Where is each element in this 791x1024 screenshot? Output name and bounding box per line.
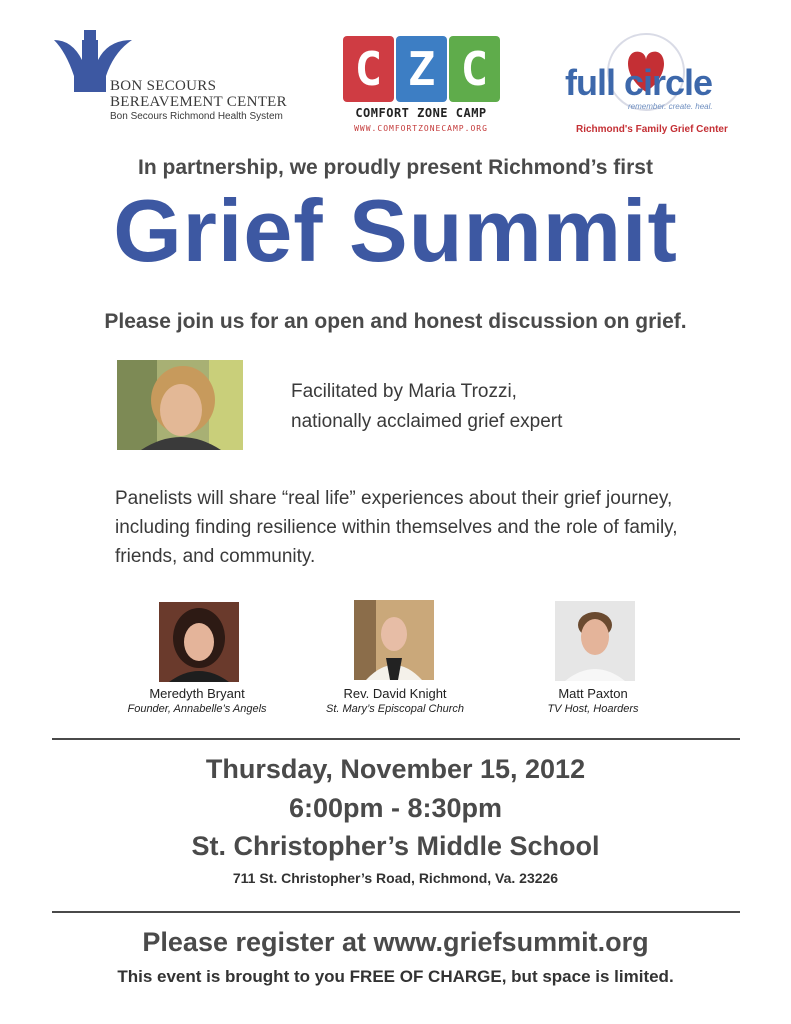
page-title: Grief Summit [113,181,678,280]
comfort-zone-camp-logo [340,36,502,140]
panelist-photo [555,601,635,681]
czc-tile-c2: C [449,36,500,102]
bon-secours-text [110,78,287,123]
full-circle-name: full circle [565,62,713,103]
partnership-line: In partnership, we proudly present Richmond’s first [138,156,653,179]
panelist-role: TV Host, Hoarders [547,703,639,715]
czc-name: COMFORT ZONE CAMP [355,106,487,120]
czc-url: WWW.COMFORTZONECAMP.ORG [354,124,488,133]
free-of-charge-note: This event is brought to you FREE OF CHARGE, but space is limited. [117,967,674,986]
panelist-name: Meredyth Bryant [149,686,245,701]
panelist-photo [159,602,239,682]
panelist-role: Founder, Annabelle’s Angels [127,703,267,715]
health-system: Bon Secours Richmond Health System [110,111,283,122]
full-circle-subtitle: Richmond's Family Grief Center [576,124,728,135]
event-address: 711 St. Christopher’s Road, Richmond, Va. 23226 [232,870,559,886]
bereavement-center: BEREAVEMENT CENTER [110,94,287,110]
divider [52,738,740,740]
czc-tile-z: Z [396,36,447,102]
full-circle-logo [560,30,740,140]
panelist-role: St. Mary’s Episcopal Church [326,703,464,715]
event-venue: St. Christopher’s Middle School [191,831,600,861]
register-line: Please register at www.griefsummit.org [142,927,649,957]
full-circle-tagline: remember. create. heal. [628,102,713,111]
divider [52,911,740,913]
facilitator-title: nationally acclaimed grief expert [291,411,563,432]
bon-secours-name: BON SECOURS [110,78,217,94]
invitation-line: Please join us for an open and honest discussion on grief. [104,310,687,333]
event-time: 6:00pm - 8:30pm [288,793,503,823]
facilitator-name: Facilitated by Maria Trozzi, [291,381,517,402]
panelist-name: Rev. David Knight [343,686,447,701]
panelist-name: Matt Paxton [558,686,628,701]
event-date: Thursday, November 15, 2012 [205,754,586,784]
facilitator-photo [117,360,243,450]
panelist-photo [354,600,434,680]
czc-tile-c1: C [343,36,394,102]
bon-secours-logo [52,30,292,122]
panel-description: Panelists will share “real life” experiences about their grief journey, including finding resilience within themselves and the role of family, friends, and community. [115,488,678,567]
